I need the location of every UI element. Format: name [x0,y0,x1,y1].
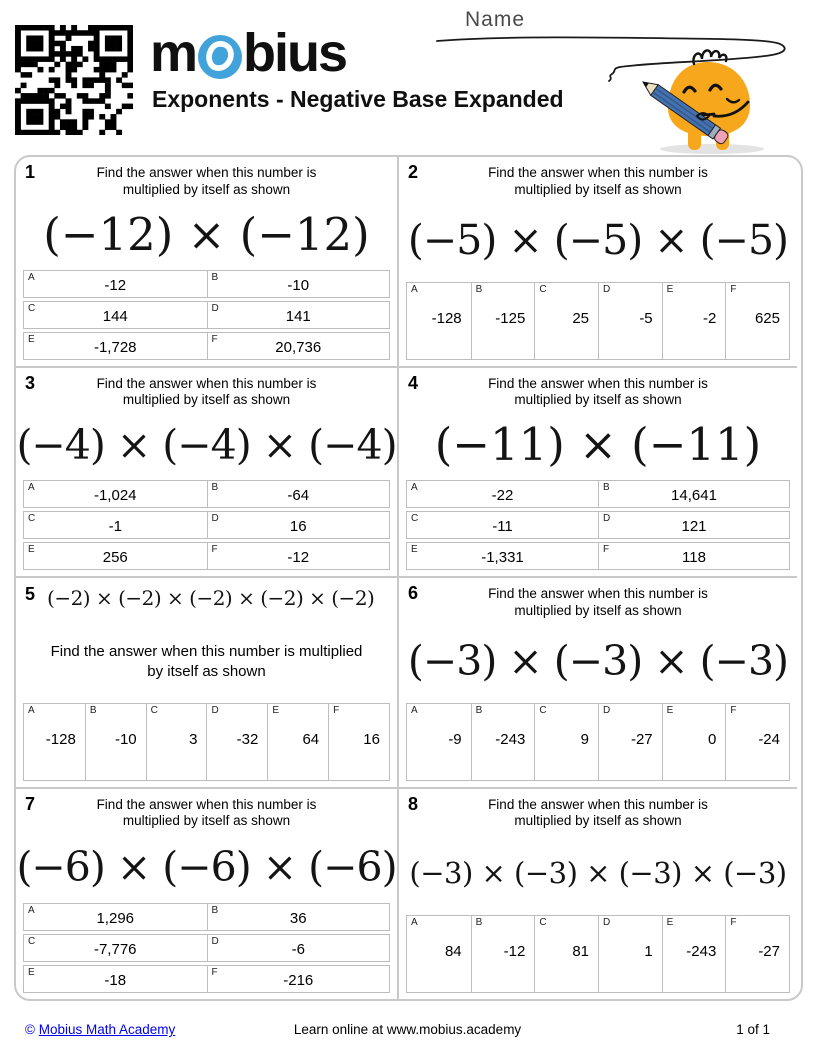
answer-letter: A [28,905,35,916]
answer-letter: D [603,704,611,716]
problem-number: 1 [25,162,36,182]
problem-1 [16,157,399,368]
answer-cell [206,704,267,780]
problem-header [23,582,390,610]
answer-cell [207,543,390,569]
problem-number: 8 [408,793,419,814]
answer-letter: D [211,302,219,314]
answer-value: -12 [287,549,310,566]
answer-row [23,270,390,298]
problem-instruction: Find the answer when this number is multiplied by itself as shown [50,643,363,680]
answer-letter: A [28,704,35,716]
answer-value: 1 [644,943,653,960]
answer-value: 256 [102,549,128,566]
answer-cell [598,543,789,569]
problem-6 [399,578,797,789]
answer-cell [725,283,789,359]
answer-value: -7,776 [93,941,137,958]
answer-value: -1,024 [93,487,137,504]
answer-cell [24,704,85,780]
problem-5 [16,578,399,789]
answer-letter: A [28,271,35,283]
answer-letter: D [211,936,219,947]
answer-value: -128 [45,730,76,748]
answer-letter: B [475,704,483,716]
answer-value: 1,296 [96,910,135,927]
problem-expression: (−5) × (−5) × (−5) [407,216,789,265]
answer-cell [207,935,390,961]
answer-cell [725,916,789,992]
answer-letter: B [211,482,219,493]
answer-letter: D [603,513,611,524]
answer-cell [407,481,598,507]
answer-row [23,480,390,508]
answer-cell [328,704,389,780]
answer-letter: E [28,544,35,555]
problem-3 [16,368,399,579]
answer-letter: F [211,333,218,345]
answer-value: -22 [491,487,514,504]
problem-instruction: Find the answer when this number is multiplied by itself as shown [488,796,708,829]
answer-letter: F [211,544,218,555]
answer-value: -12 [503,943,526,960]
worksheet-title: Exponents - Negative Base Expanded [152,86,564,112]
answer-value: 9 [580,730,589,748]
answer-row [406,511,790,539]
answer-table [406,282,790,360]
mobius-math-academy-link[interactable]: Mobius Math Academy [38,1022,176,1037]
answer-value: -10 [287,276,310,294]
answer-cell [662,283,726,359]
answer-row [23,542,390,570]
answer-cell [24,271,207,297]
answer-cell [407,916,471,992]
answer-row [23,301,390,329]
answer-row [406,480,790,508]
answer-value: -1 [108,518,122,535]
answer-letter: D [211,513,219,524]
copyright-symbol: © [25,1022,35,1037]
problem-instruction: Find the answer when this number is multiplied by itself as shown [96,165,317,197]
logo-text-post: bius [243,23,347,83]
answer-letter: A [411,917,418,928]
answer-value: -10 [114,730,137,748]
answer-cell [24,302,207,328]
answer-letter: F [333,704,340,716]
answer-cell [598,481,789,507]
answer-cell [207,966,390,992]
answer-cell [598,512,789,538]
answer-value: -27 [630,730,653,748]
answer-value: -11 [492,518,513,535]
problem-2 [399,157,797,368]
answer-letter: E [666,283,674,295]
problem-4 [399,368,797,579]
answer-cell [24,543,207,569]
answer-letter: F [730,283,737,295]
answer-table [23,703,390,781]
answer-cell [598,916,662,992]
logo-text-pre: m [150,23,197,83]
answer-cell [662,704,726,780]
answer-letter: D [211,704,219,716]
answer-letter: E [28,967,35,978]
problem-instruction: Find the answer when this number is multiplied by itself as shown [96,375,317,408]
answer-cell [534,704,598,780]
answer-cell [207,481,390,507]
answer-letter: B [475,917,483,928]
answer-cell [471,283,535,359]
answer-cell [207,271,390,297]
answer-value: -64 [287,487,310,504]
answer-letter: B [475,283,483,295]
answer-letter: C [539,917,547,928]
answer-cell [471,916,535,992]
answer-cell [534,916,598,992]
answer-letter: C [28,513,36,524]
answer-letter: B [211,905,219,916]
answer-letter: C [28,936,36,947]
answer-value: -5 [639,309,653,327]
problem-number: 7 [25,793,36,814]
problem-expression: (−6) × (−6) × (−6) [16,842,397,891]
mascot-body [668,62,750,136]
answer-letter: E [666,704,674,716]
problem-instruction: Find the answer when this number is multiplied by itself as shown [488,586,708,618]
answer-cell [24,333,207,359]
answer-cell [267,704,328,780]
answer-letter: E [272,704,279,716]
answer-value: -243 [686,943,717,960]
answer-cell [207,904,390,930]
answer-letter: B [603,482,610,493]
answer-table [406,703,790,781]
answer-cell [24,481,207,507]
answer-value: 84 [444,943,462,960]
answer-letter: F [730,917,737,928]
answer-value: 16 [363,730,380,748]
answer-letter: B [89,704,97,716]
problem-expression: (−11) × (−11) [434,418,762,472]
answer-value: 144 [102,307,128,325]
answer-letter: D [603,917,611,928]
answer-table [23,903,390,993]
answer-cell [207,302,390,328]
page-number: 1 of 1 [736,1022,770,1037]
answer-row [23,903,390,931]
problem-7 [16,789,399,1000]
name-label: Name [465,8,526,31]
answer-value: -2 [702,309,717,327]
answer-value: 0 [707,730,717,748]
answer-table [406,480,790,570]
problem-expression: (−12) × (−12) [43,207,370,261]
answer-letter: C [411,513,419,524]
answer-value: 3 [189,730,198,748]
answer-value: -216 [283,972,314,989]
answer-letter: A [28,482,35,493]
problem-instruction: Find the answer when this number is multiplied by itself as shown [96,796,317,829]
answer-value: 16 [289,518,307,535]
answer-cell [24,935,207,961]
answer-cell [534,283,598,359]
answer-letter: E [666,917,674,928]
problem-instruction: Find the answer when this number is multiplied by itself as shown [488,375,708,408]
answer-value: 25 [572,309,589,327]
mobius-logo [150,22,346,84]
answer-letter: D [603,283,611,295]
answer-row [23,965,390,993]
answer-letter: C [150,704,158,716]
mobius-loop-icon [198,35,242,79]
pencil-icon [639,77,729,146]
answer-value: -27 [758,943,780,960]
mascot-shadow [660,144,764,154]
qr-code-icon [15,25,133,135]
answer-letter: F [730,704,737,716]
answer-cell [407,543,598,569]
problem-number: 6 [408,583,419,603]
answer-value: 121 [681,518,707,535]
answer-cell [24,966,207,992]
answer-letter: A [411,482,418,493]
answer-value: -243 [495,730,526,748]
answer-table [406,915,790,993]
answer-letter: B [211,271,219,283]
mascot-hair [693,50,726,64]
problems-grid [14,155,803,1001]
answer-value: 20,736 [275,338,322,356]
answer-value: 81 [572,943,589,960]
answer-value: -1,728 [93,338,137,356]
answer-letter: C [28,302,36,314]
answer-table [23,480,390,570]
answer-row [406,542,790,570]
answer-value: -12 [104,276,127,294]
answer-value: -6 [291,941,305,958]
problem-expression: (−4) × (−4) × (−4) [16,420,397,469]
answer-cell [24,904,207,930]
answer-value: -32 [236,730,259,748]
answer-cell [407,512,598,538]
answer-cell [407,704,471,780]
answer-cell [85,704,146,780]
answer-table [23,270,390,360]
answer-letter: F [211,967,218,978]
footer-center-text: Learn online at www.mobius.academy [293,1022,522,1037]
answer-value: -1,331 [481,549,524,566]
answer-value: -18 [104,972,127,989]
answer-value: -24 [758,730,780,748]
problem-number: 4 [408,372,419,393]
answer-letter: E [411,544,418,555]
answer-letter: A [411,704,418,716]
answer-value: 141 [285,307,311,325]
answer-cell [662,916,726,992]
answer-row [23,332,390,360]
answer-cell [471,704,535,780]
answer-letter: A [411,283,418,295]
answer-cell [207,512,390,538]
answer-cell [207,333,390,359]
problem-number: 3 [25,372,36,393]
answer-letter: C [539,704,547,716]
answer-cell [407,283,471,359]
problem-instruction: Find the answer when this number is multiplied by itself as shown [488,165,708,197]
answer-value: -9 [448,730,462,748]
problem-expression: (−2) × (−2) × (−2) × (−2) × (−2) [47,586,375,610]
problem-expression: (−3) × (−3) × (−3) [407,637,789,686]
problem-8 [399,789,797,1000]
answer-row [23,934,390,962]
answer-value: 36 [289,910,307,927]
answer-letter: E [28,333,35,345]
answer-cell [146,704,207,780]
answer-cell [598,283,662,359]
answer-letter: F [603,544,610,555]
answer-value: 118 [682,549,706,566]
problem-number: 5 [25,584,36,604]
answer-value: 14,641 [671,487,717,504]
answer-value: 64 [302,730,320,748]
problem-number: 2 [408,162,419,182]
answer-letter: C [539,283,547,295]
answer-row [23,511,390,539]
answer-value: 625 [754,309,780,327]
answer-value: -128 [431,309,462,327]
answer-cell [725,704,789,780]
answer-cell [598,704,662,780]
problem-expression: (−3) × (−3) × (−3) × (−3) [409,855,787,890]
name-line [437,37,785,81]
answer-cell [24,512,207,538]
answer-value: -125 [495,309,526,327]
